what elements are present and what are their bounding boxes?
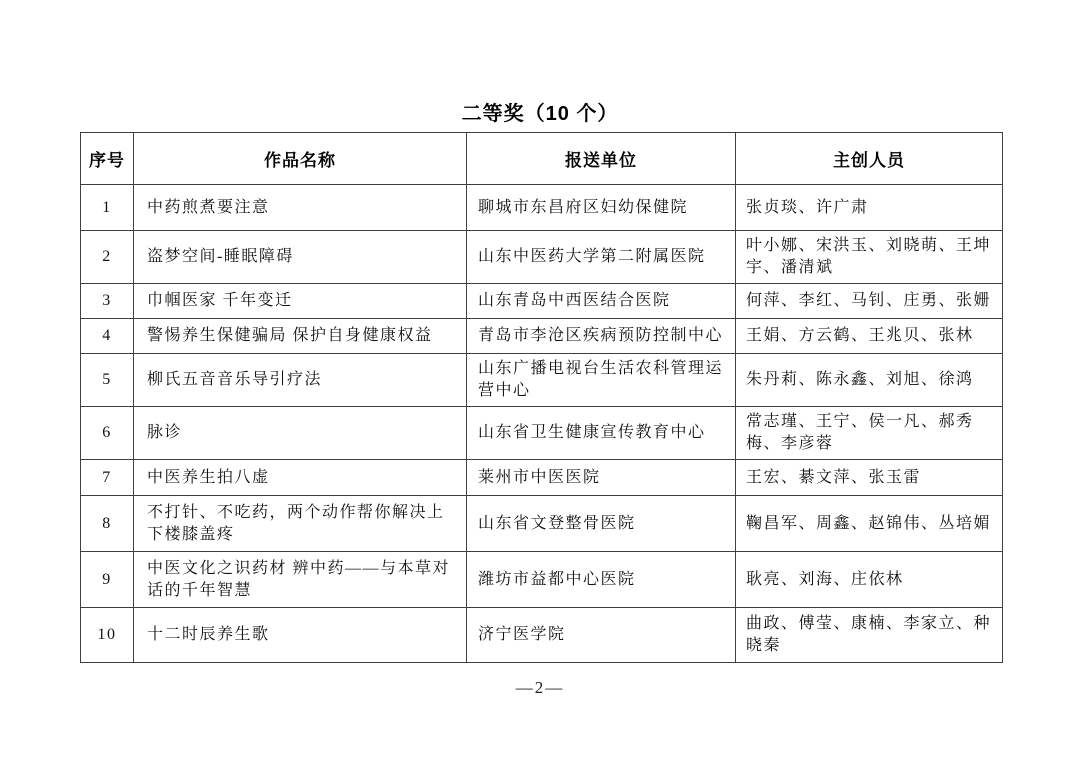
cell-org: 莱州市中医医院 xyxy=(467,460,736,496)
cell-org: 青岛市李沧区疾病预防控制中心 xyxy=(467,319,736,354)
table-row xyxy=(81,407,1003,460)
col-header-creators: 主创人员 xyxy=(736,133,1003,185)
cell-no: 2 xyxy=(81,231,134,284)
cell-creators: 王娟、方云鹤、王兆贝、张林 xyxy=(736,319,1003,354)
cell-title: 不打针、不吃药，两个动作帮你解决上下楼膝盖疼 xyxy=(134,496,467,552)
cell-no: 7 xyxy=(81,460,134,496)
cell-org: 山东青岛中西医结合医院 xyxy=(467,284,736,319)
page-number: —2— xyxy=(515,678,565,697)
cell-title: 中医文化之识药材 辨中药——与本草对话的千年智慧 xyxy=(134,552,467,608)
table-row xyxy=(81,231,1003,284)
cell-no: 5 xyxy=(81,354,134,407)
table-row xyxy=(81,185,1003,231)
cell-creators: 常志瑾、王宁、侯一凡、郝秀梅、李彦蓉 xyxy=(736,407,1003,460)
cell-creators: 耿亮、刘海、庄依林 xyxy=(736,552,1003,608)
cell-org: 山东中医药大学第二附属医院 xyxy=(467,231,736,284)
col-header-org: 报送单位 xyxy=(467,133,736,185)
table-row xyxy=(81,354,1003,407)
cell-creators: 何萍、李红、马钊、庄勇、张姗 xyxy=(736,284,1003,319)
table-header-row xyxy=(81,133,1003,185)
cell-title: 中医养生拍八虚 xyxy=(134,460,467,496)
cell-no: 1 xyxy=(81,185,134,231)
cell-title: 柳氏五音音乐导引疗法 xyxy=(134,354,467,407)
table-row xyxy=(81,319,1003,354)
cell-org: 山东省文登整骨医院 xyxy=(467,496,736,552)
cell-creators: 鞠昌军、周鑫、赵锦伟、丛培媚 xyxy=(736,496,1003,552)
cell-creators: 曲政、傅莹、康楠、李家立、种晓秦 xyxy=(736,608,1003,663)
section-title: 二等奖（10 个） xyxy=(461,103,619,125)
cell-title: 十二时辰养生歌 xyxy=(134,608,467,663)
cell-org: 潍坊市益都中心医院 xyxy=(467,552,736,608)
cell-creators: 叶小娜、宋洪玉、刘晓萌、王坤宇、潘清斌 xyxy=(736,231,1003,284)
cell-no: 4 xyxy=(81,319,134,354)
cell-no: 9 xyxy=(81,552,134,608)
cell-creators: 王宏、綦文萍、张玉雷 xyxy=(736,460,1003,496)
cell-org: 山东广播电视台生活农科管理运营中心 xyxy=(467,354,736,407)
cell-org: 山东省卫生健康宣传教育中心 xyxy=(467,407,736,460)
table-row xyxy=(81,608,1003,663)
col-header-title: 作品名称 xyxy=(134,133,467,185)
cell-title: 盗梦空间-睡眠障碍 xyxy=(134,231,467,284)
cell-org: 济宁医学院 xyxy=(467,608,736,663)
cell-no: 8 xyxy=(81,496,134,552)
table-row xyxy=(81,460,1003,496)
cell-no: 10 xyxy=(81,608,134,663)
col-header-no: 序号 xyxy=(81,133,134,185)
table-row xyxy=(81,552,1003,608)
cell-title: 巾帼医家 千年变迁 xyxy=(134,284,467,319)
cell-title: 脉诊 xyxy=(134,407,467,460)
cell-title: 警惕养生保健骗局 保护自身健康权益 xyxy=(134,319,467,354)
table-row xyxy=(81,496,1003,552)
table-row xyxy=(81,284,1003,319)
cell-title: 中药煎煮要注意 xyxy=(134,185,467,231)
cell-no: 6 xyxy=(81,407,134,460)
cell-creators: 张贞琰、许广肃 xyxy=(736,185,1003,231)
cell-no: 3 xyxy=(81,284,134,319)
cell-creators: 朱丹莉、陈永鑫、刘旭、徐鸿 xyxy=(736,354,1003,407)
cell-org: 聊城市东昌府区妇幼保健院 xyxy=(467,185,736,231)
awards-table xyxy=(80,132,1003,663)
